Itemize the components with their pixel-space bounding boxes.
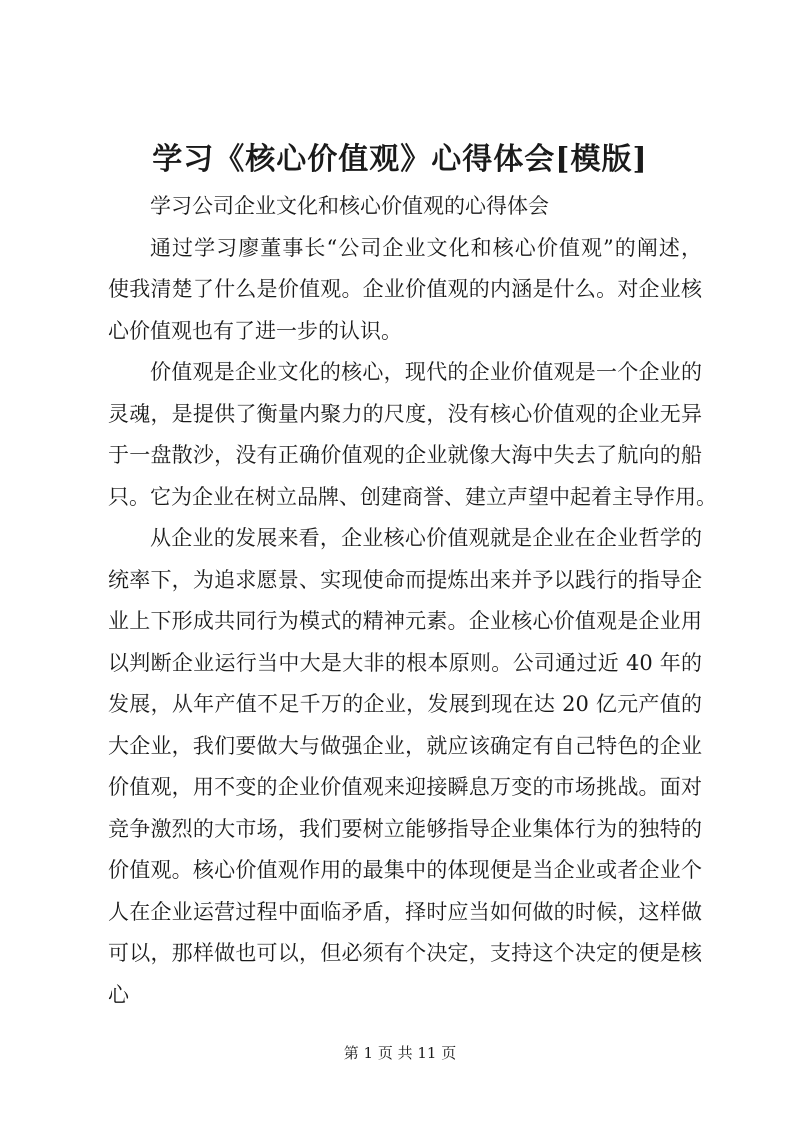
page-indicator: 第 1 页 共 11 页	[343, 1044, 457, 1062]
paragraph-line: 以判断企业运行当中大是大非的根本原则。公司通过近 40 年的	[108, 650, 702, 675]
paragraph-line: 可以，那样做也可以，但必须有个决定，支持这个决定的便是核	[108, 941, 702, 965]
paragraph-line: 统率下，为追求愿景、实现使命而提炼出来并予以践行的指导企	[108, 567, 702, 592]
document-body	[108, 186, 717, 1016]
paragraph-line: 使我清楚了什么是价值观。企业价值观的内涵是什么。对企业核	[108, 277, 702, 301]
paragraph-line: 竞争激烈的大市场，我们要树立能够指导企业集体行为的独特的	[108, 816, 702, 841]
paragraph-line: 大企业，我们要做大与做强企业，就应该确定有自己特色的企业	[108, 733, 702, 758]
page-footer	[0, 1043, 800, 1063]
paragraph-line: 灵魂，是提供了衡量内聚力的尺度，没有核心价值观的企业无异	[108, 401, 702, 426]
paragraph-line: 发展，从年产值不足千万的企业，发展到现在达 20 亿元产值的	[108, 692, 702, 716]
document-title: 学习《核心价值观》心得体会[模版]	[152, 142, 648, 177]
paragraph-line: 心	[108, 982, 129, 1007]
document-subtitle: 学习公司企业文化和核心价值观的心得体会	[150, 194, 549, 218]
paragraph-line: 业上下形成共同行为模式的精神元素。企业核心价值观是企业用	[108, 609, 702, 633]
paragraph-line: 只。它为企业在树立品牌、创建商誉、建立声望中起着主导作用。	[108, 484, 717, 509]
paragraph-line: 价值观。核心价值观作用的最集中的体现便是当企业或者企业个	[108, 858, 702, 882]
paragraph-line: 于一盘散沙，没有正确价值观的企业就像大海中失去了航向的船	[108, 443, 702, 467]
paragraph-line: 心价值观也有了进一步的认识。	[108, 318, 402, 343]
paragraph-line: 从企业的发展来看，企业核心价值观就是企业在企业哲学的	[150, 526, 702, 550]
paragraph-2	[108, 352, 717, 518]
paragraph-3	[108, 518, 702, 1016]
paragraph-line: 价值观，用不变的企业价值观来迎接瞬息万变的市场挑战。面对	[108, 775, 702, 799]
paragraph-line: 通过学习廖董事长“公司企业文化和核心价值观”的阐述，	[150, 235, 702, 260]
paragraph-1	[108, 228, 702, 353]
paragraph-line: 价值观是企业文化的核心，现代的企业价值观是一个企业的	[150, 360, 702, 384]
paragraph-line: 人在企业运营过程中面临矛盾，择时应当如何做的时候，这样做	[108, 899, 702, 924]
